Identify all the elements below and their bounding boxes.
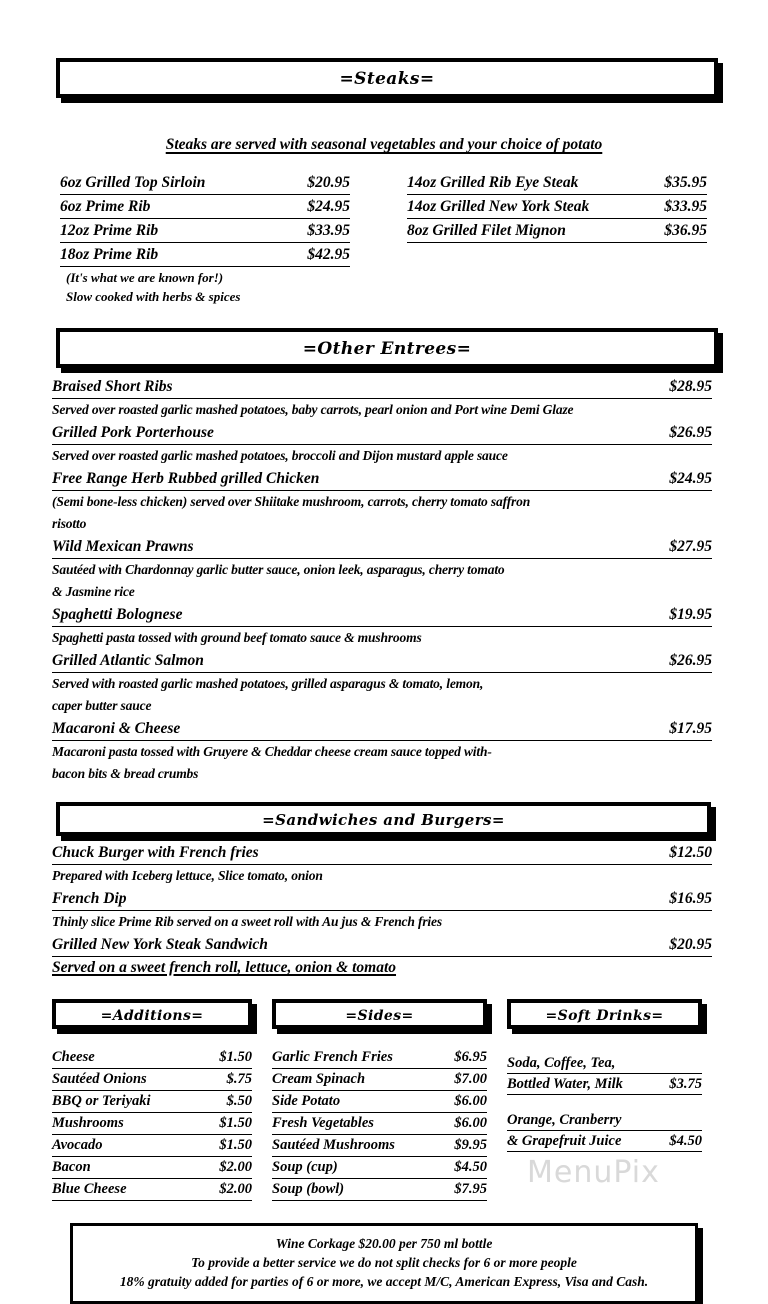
menu-row (52, 536, 712, 559)
item-name: 14oz Grilled Rib Eye Steak (407, 174, 579, 191)
item-name: Blue Cheese (52, 1181, 127, 1197)
steaks-left-column (60, 172, 350, 306)
item-description: Thinly slice Prime Rib served on a sweet roll with Au jus & French fries (52, 914, 442, 929)
item-name: Chuck Burger with French fries (52, 844, 259, 861)
item-price: $9.95 (454, 1137, 487, 1153)
item-name: 6oz Prime Rib (60, 198, 151, 215)
item-price: $26.95 (669, 652, 712, 669)
item-price: $33.95 (664, 198, 707, 215)
drink-line-1 (507, 1110, 702, 1131)
item-price: $1.50 (219, 1049, 252, 1065)
item-name: Macaroni & Cheese (52, 720, 181, 737)
item-price: $16.95 (669, 890, 712, 907)
menu-row (272, 1091, 487, 1113)
item-price: $7.00 (454, 1071, 487, 1087)
item-price: $17.95 (669, 720, 712, 737)
menu-row (52, 376, 712, 399)
item-price: $26.95 (669, 424, 712, 441)
additions-list (52, 1047, 252, 1201)
item-price: $27.95 (669, 538, 712, 555)
leader (621, 1131, 669, 1151)
menu-row (272, 1047, 487, 1069)
item-price: $1.50 (219, 1115, 252, 1131)
item-price: $1.50 (219, 1137, 252, 1153)
footer-line: To provide a better service we do not split checks for 6 or more people (191, 1255, 577, 1270)
leader (615, 1053, 702, 1073)
item-price: $.75 (226, 1071, 252, 1087)
menu-row (52, 1069, 252, 1091)
steaks-note: (It's what we are known for!) (66, 270, 224, 285)
item-name: Cream Spinach (272, 1071, 366, 1087)
item-name: 14oz Grilled New York Steak (407, 198, 590, 215)
item-name: Mushrooms (52, 1115, 124, 1131)
menu-row (52, 934, 712, 957)
section-banner-other-entrees (56, 328, 718, 368)
menu-row (52, 1179, 252, 1201)
menu-row (272, 1069, 487, 1091)
section-banner-steaks (56, 58, 718, 98)
steaks-columns (0, 172, 768, 306)
item-price: $2.00 (219, 1159, 252, 1175)
soft-drinks-list (507, 1053, 702, 1152)
item-price: $.50 (226, 1093, 252, 1109)
item-price: $2.00 (219, 1181, 252, 1197)
item-price: $12.50 (669, 844, 712, 861)
item-price: $36.95 (664, 222, 707, 239)
item-name: French Dip (52, 890, 127, 907)
item-price: $24.95 (307, 198, 350, 215)
drink-line-1 (507, 1053, 702, 1074)
sandwiches-footnote: Served on a sweet french roll, lettuce, onion & tomato (52, 959, 397, 976)
item-description: (Semi bone-less chicken) served over Shiitake mushroom, carrots, cherry tomato saffron (52, 494, 531, 509)
watermark: MenuPix (527, 1155, 660, 1190)
item-description: bacon bits & bread crumbs (52, 766, 199, 781)
section-banner-sandwiches (56, 802, 711, 836)
menu-row (272, 1135, 487, 1157)
item-price: $19.95 (669, 606, 712, 623)
other-entrees-list (0, 376, 768, 784)
section-banner-sides-label: =Sides= (345, 1008, 414, 1024)
section-banner-additions-label: =Additions= (100, 1008, 204, 1024)
section-banner-soft-drinks-label: =Soft Drinks= (545, 1008, 664, 1024)
item-price: $6.00 (454, 1093, 487, 1109)
steaks-note: Slow cooked with herbs & spices (66, 289, 241, 304)
item-description: Prepared with Iceberg lettuce, Slice tomato, onion (52, 868, 323, 883)
menu-row (52, 468, 712, 491)
item-price: $6.00 (454, 1115, 487, 1131)
leader (621, 1110, 702, 1130)
menu-row (272, 1157, 487, 1179)
item-description: Served over roasted garlic mashed potatoes, baby carrots, pearl onion and Port wine Demi Glaze (52, 402, 574, 417)
drink-item (507, 1053, 702, 1095)
footer-line: 18% gratuity added for parties of 6 or more, we accept M/C, American Express, Visa and Cash. (119, 1274, 649, 1289)
additions-column (52, 999, 252, 1201)
item-name: 8oz Grilled Filet Mignon (407, 222, 566, 239)
menu-row (52, 1113, 252, 1135)
item-price: $20.95 (669, 936, 712, 953)
item-price: $4.50 (669, 1133, 702, 1149)
item-price: $42.95 (307, 246, 350, 263)
item-description: Sautéed with Chardonnay garlic butter sauce, onion leek, asparagus, cherry tomato (52, 562, 505, 577)
section-banner-sandwiches-label: =Sandwiches and Burgers= (262, 811, 505, 829)
menu-row (52, 1157, 252, 1179)
sandwiches-list (0, 842, 768, 979)
menu-row (52, 422, 712, 445)
sides-list (272, 1047, 487, 1201)
soft-drinks-column (507, 999, 702, 1152)
item-name: Free Range Herb Rubbed grilled Chicken (52, 470, 320, 487)
menu-row (52, 1135, 252, 1157)
item-name: Soup (cup) (272, 1159, 338, 1175)
item-name: Sautéed Mushrooms (272, 1137, 395, 1153)
drink-line-2 (507, 1131, 702, 1152)
menu-row (52, 604, 712, 627)
menu-row (60, 196, 350, 219)
item-description: Served with roasted garlic mashed potatoes, grilled asparagus & tomato, lemon, (52, 676, 484, 691)
menu-row (407, 172, 707, 195)
menu-row (52, 650, 712, 673)
section-banner-steaks-label: =Steaks= (339, 69, 435, 89)
item-name: Bottled Water, Milk (507, 1076, 623, 1092)
item-name: 6oz Grilled Top Sirloin (60, 174, 206, 191)
drink-item (507, 1110, 702, 1152)
bottom-three-columns (0, 999, 768, 1201)
menu-row (407, 220, 707, 243)
item-name: Orange, Cranberry (507, 1112, 622, 1128)
item-name: Garlic French Fries (272, 1049, 393, 1065)
item-price: $7.95 (454, 1181, 487, 1197)
item-price: $6.95 (454, 1049, 487, 1065)
item-description: risotto (52, 516, 87, 531)
steaks-intro-text: Steaks are served with seasonal vegetables and your choice of potato (165, 136, 603, 153)
item-name: Sautéed Onions (52, 1071, 147, 1087)
item-name: BBQ or Teriyaki (52, 1093, 151, 1109)
menu-row (60, 220, 350, 243)
section-banner-soft-drinks (507, 999, 702, 1029)
menu-row (52, 1047, 252, 1069)
footer-policy-box (70, 1223, 698, 1304)
item-price: $20.95 (307, 174, 350, 191)
item-name: Avocado (52, 1137, 103, 1153)
menu-row (60, 172, 350, 195)
section-banner-additions (52, 999, 252, 1029)
spacer (507, 1095, 702, 1110)
item-description: Spaghetti pasta tossed with ground beef tomato sauce & mushrooms (52, 630, 422, 645)
item-description: & Jasmine rice (52, 584, 135, 599)
item-price: $33.95 (307, 222, 350, 239)
item-name: Cheese (52, 1049, 95, 1065)
item-description: Served over roasted garlic mashed potatoes, broccoli and Dijon mustard apple sauce (52, 448, 508, 463)
item-name: Braised Short Ribs (52, 378, 173, 395)
menu-row (52, 888, 712, 911)
item-name: 12oz Prime Rib (60, 222, 159, 239)
menu-row (60, 244, 350, 267)
menu-row (272, 1113, 487, 1135)
item-name: Grilled Atlantic Salmon (52, 652, 204, 669)
item-price: $28.95 (669, 378, 712, 395)
drink-line-2 (507, 1074, 702, 1095)
item-price: $35.95 (664, 174, 707, 191)
item-name: 18oz Prime Rib (60, 246, 159, 263)
item-price: $3.75 (669, 1076, 702, 1092)
item-description: caper butter sauce (52, 698, 152, 713)
item-name: Fresh Vegetables (272, 1115, 374, 1131)
item-name: Soup (bowl) (272, 1181, 345, 1197)
item-name: Grilled Pork Porterhouse (52, 424, 214, 441)
item-name: Bacon (52, 1159, 91, 1175)
item-name: Spaghetti Bolognese (52, 606, 183, 623)
item-price: $4.50 (454, 1159, 487, 1175)
item-name: Side Potato (272, 1093, 341, 1109)
item-description: Macaroni pasta tossed with Gruyere & Cheddar cheese cream sauce topped with- (52, 744, 492, 759)
item-name: & Grapefruit Juice (507, 1133, 622, 1149)
item-name: Grilled New York Steak Sandwich (52, 936, 268, 953)
steaks-right-column (407, 172, 707, 306)
item-name: Soda, Coffee, Tea, (507, 1055, 616, 1071)
item-name: Wild Mexican Prawns (52, 538, 194, 555)
item-price: $24.95 (669, 470, 712, 487)
sides-column (272, 999, 487, 1201)
footer-line: Wine Corkage $20.00 per 750 ml bottle (275, 1236, 493, 1251)
leader (623, 1074, 669, 1094)
menu-row (52, 842, 712, 865)
menu-row (52, 1091, 252, 1113)
menu-row (52, 718, 712, 741)
menu-row (272, 1179, 487, 1201)
section-banner-other-entrees-label: =Other Entrees= (302, 339, 472, 359)
section-banner-sides (272, 999, 487, 1029)
menu-row (407, 196, 707, 219)
